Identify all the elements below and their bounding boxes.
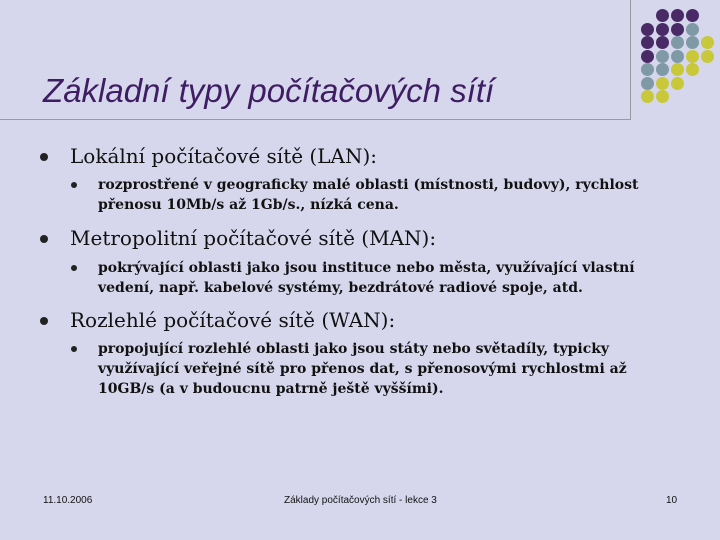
vertical-divider — [630, 0, 631, 120]
logo-dot — [686, 50, 699, 63]
bullet-marker-icon — [40, 235, 48, 243]
logo-dot — [641, 23, 654, 36]
logo-dot — [656, 90, 669, 103]
sub-bullet-line: propojující rozlehlé oblasti jako jsou státy nebo světadíly, typicky — [98, 341, 610, 357]
logo-dot — [641, 50, 654, 63]
horizontal-divider — [0, 119, 630, 120]
bullet-text: Lokální počítačové sítě (LAN): — [70, 144, 377, 168]
logo-dot — [671, 77, 684, 90]
logo-dot — [686, 36, 699, 49]
logo-dot — [656, 9, 669, 22]
logo-dot — [656, 50, 669, 63]
logo-dot — [656, 77, 669, 90]
sub-bullet-line: přenosu 10Mb/s až 1Gb/s., nízká cena. — [98, 197, 399, 213]
logo-dot — [656, 63, 669, 76]
logo-dot — [671, 50, 684, 63]
sub-bullet-text — [98, 258, 635, 298]
bullet-text: Metropolitní počítačové sítě (MAN): — [70, 226, 437, 250]
bullet-text: Rozlehlé počítačové sítě (WAN): — [70, 308, 396, 332]
logo-dot — [641, 63, 654, 76]
logo-dot — [686, 23, 699, 36]
sub-bullet-text — [98, 339, 627, 399]
footer-page-number: 10 — [666, 495, 678, 506]
logo-dot — [656, 36, 669, 49]
bullet-marker-icon — [40, 153, 48, 161]
logo-dot — [656, 23, 669, 36]
slide-title: Základní typy počítačových sítí — [43, 72, 495, 109]
logo-dot — [671, 9, 684, 22]
logo-dot — [641, 36, 654, 49]
sub-bullet-marker-icon — [71, 346, 77, 352]
logo-dot — [686, 9, 699, 22]
logo-dot — [701, 36, 714, 49]
sub-bullet-marker-icon — [71, 182, 77, 188]
logo-dot — [671, 36, 684, 49]
dot-grid-logo-icon — [641, 9, 720, 109]
sub-bullet-line: 10GB/s (a v budoucnu patrně ještě vyššími). — [98, 381, 444, 397]
sub-bullet-line: využívající veřejné sítě pro přenos dat, s přenosovými rychlostmi až — [98, 361, 627, 377]
sub-bullet-line: pokrývající oblasti jako jsou instituce nebo města, využívající vlastní — [98, 260, 635, 276]
sub-bullet-text — [98, 175, 638, 215]
logo-dot — [671, 23, 684, 36]
logo-dot — [686, 63, 699, 76]
bullet-marker-icon — [40, 317, 48, 325]
logo-dot — [671, 63, 684, 76]
sub-bullet-line: vedení, např. kabelové systémy, bezdrátové radiové spoje, atd. — [98, 280, 583, 296]
logo-dot — [641, 77, 654, 90]
footer-title: Základy počítačových sítí - lekce 3 — [284, 495, 437, 506]
sub-bullet-marker-icon — [71, 265, 77, 271]
logo-dot — [641, 90, 654, 103]
logo-dot — [701, 50, 714, 63]
sub-bullet-line: rozprostřené v geograficky malé oblasti (místnosti, budovy), rychlost — [98, 177, 639, 193]
footer-date: 11.10.2006 — [43, 495, 93, 506]
